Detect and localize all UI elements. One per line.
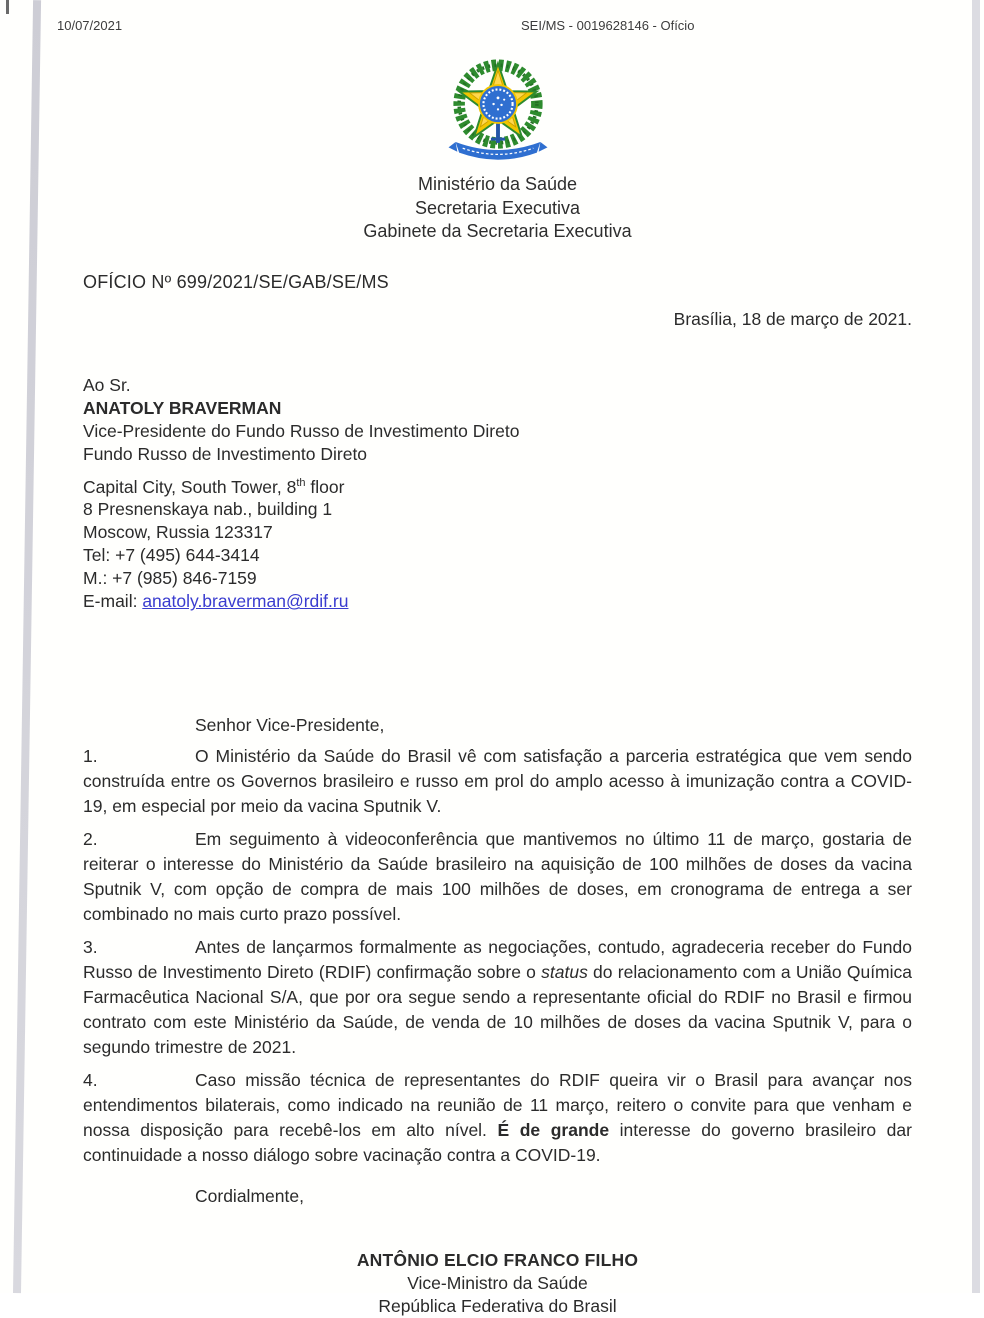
print-header-docref: SEI/MS - 0019628146 - Ofício	[521, 18, 695, 33]
letter-closing: Cordialmente,	[195, 1186, 304, 1207]
recipient-mobile: M.: +7 (985) 846-7159	[83, 568, 257, 589]
oficio-reference: OFÍCIO Nº 699/2021/SE/GAB/SE/MS	[83, 271, 389, 292]
email-link[interactable]: anatoly.braverman@rdif.ru	[142, 591, 349, 612]
paragraph-number: 4.	[83, 1070, 98, 1091]
paragraph-number: 3.	[83, 937, 98, 958]
recipient-phone: Tel: +7 (495) 644-3414	[83, 545, 260, 566]
paragraph-number: 2.	[83, 829, 98, 850]
signature-block	[83, 1249, 912, 1318]
recipient-email-line: E-mail: anatoly.braverman@rdif.ru	[83, 591, 349, 612]
recipient-salutation-prefix: Ao Sr.	[83, 374, 131, 395]
org-line-ministry: Ministério da Saúde	[417, 174, 578, 194]
print-header-date: 10/07/2021	[57, 18, 123, 33]
signer-country: República Federativa do Brasil	[378, 1296, 617, 1317]
org-line-secretariat: Secretaria Executiva	[414, 197, 581, 218]
letter-salutation: Senhor Vice-Presidente,	[195, 715, 385, 736]
recipient-block	[83, 374, 912, 614]
page-edge-right	[972, 0, 980, 1293]
body-paragraph: 4. Caso missão técnica de representantes do RDIF queira vir o Brasil para avançar nos entendimentos bilaterais, como indicado na reunião de 11 março, reitero o convite para que venham e nossa disposição para recebê-los em alto nível. É de grande interesse do governo brasileiro dar continuidade a nosso diálogo sobre vacinação contra a COVID-19.	[83, 1070, 912, 1166]
signer-name: ANTÔNIO ELCIO FRANCO FILHO	[356, 1250, 639, 1271]
body-paragraph: 3. Antes de lançarmos formalmente as negociações, contudo, agradeceria receber do Fundo Russo de Investimento Direto (RDIF) confirmação sobre o status do relacionamento com a União Química Farmacêutica Nacional S/A, que por ora segue sendo a representante oficial do RDIF no Brasil e firmou contrato com este Ministério da Saúde, de venda de 10 milhões de doses da vacina Sputnik V, para o segundo trimestre de 2021.	[83, 937, 913, 1058]
paragraph-number: 1.	[83, 746, 98, 767]
recipient-address-line3: Moscow, Russia 123317	[83, 522, 273, 543]
recipient-address-line1: Capital City, South Tower, 8th floor	[83, 476, 345, 497]
letterhead	[83, 0, 912, 244]
scan-corner-mark	[6, 0, 9, 14]
org-line-cabinet: Gabinete da Secretaria Executiva	[363, 221, 632, 241]
recipient-title: Vice-Presidente do Fundo Russo de Investimento Direto	[83, 420, 520, 441]
signer-title: Vice-Ministro da Saúde	[407, 1273, 588, 1294]
recipient-address-line2: 8 Presnenskaya nab., building 1	[83, 499, 333, 520]
brazil-coat-of-arms-icon	[445, 58, 551, 166]
recipient-org: Fundo Russo de Investimento Direto	[83, 443, 368, 464]
body-paragraph: 1. O Ministério da Saúde do Brasil vê com satisfação a parceria estratégica que vem sendo construída entre os Governos brasileiro e russo em prol do amplo acesso à imunização contra a COVID-19, em especial por meio da vacina Sputnik V.	[83, 746, 912, 817]
recipient-name: ANATOLY BRAVERMAN	[83, 397, 282, 418]
dateline: Brasília, 18 de março de 2021.	[673, 308, 912, 329]
ordinal-superscript: th	[296, 476, 306, 489]
paragraphs	[83, 744, 912, 1168]
body-paragraph: 2. Em seguimento à videoconferência que mantivemos no último 11 de março, gostaria de reiterar o interesse do Ministério da Saúde brasileiro na aquisição de 100 milhões de doses da vacina Sputnik V, com opção de compra de mais 100 milhões de doses, em cronograma de entrega a ser combinado no mais curto prazo possível.	[83, 829, 912, 925]
